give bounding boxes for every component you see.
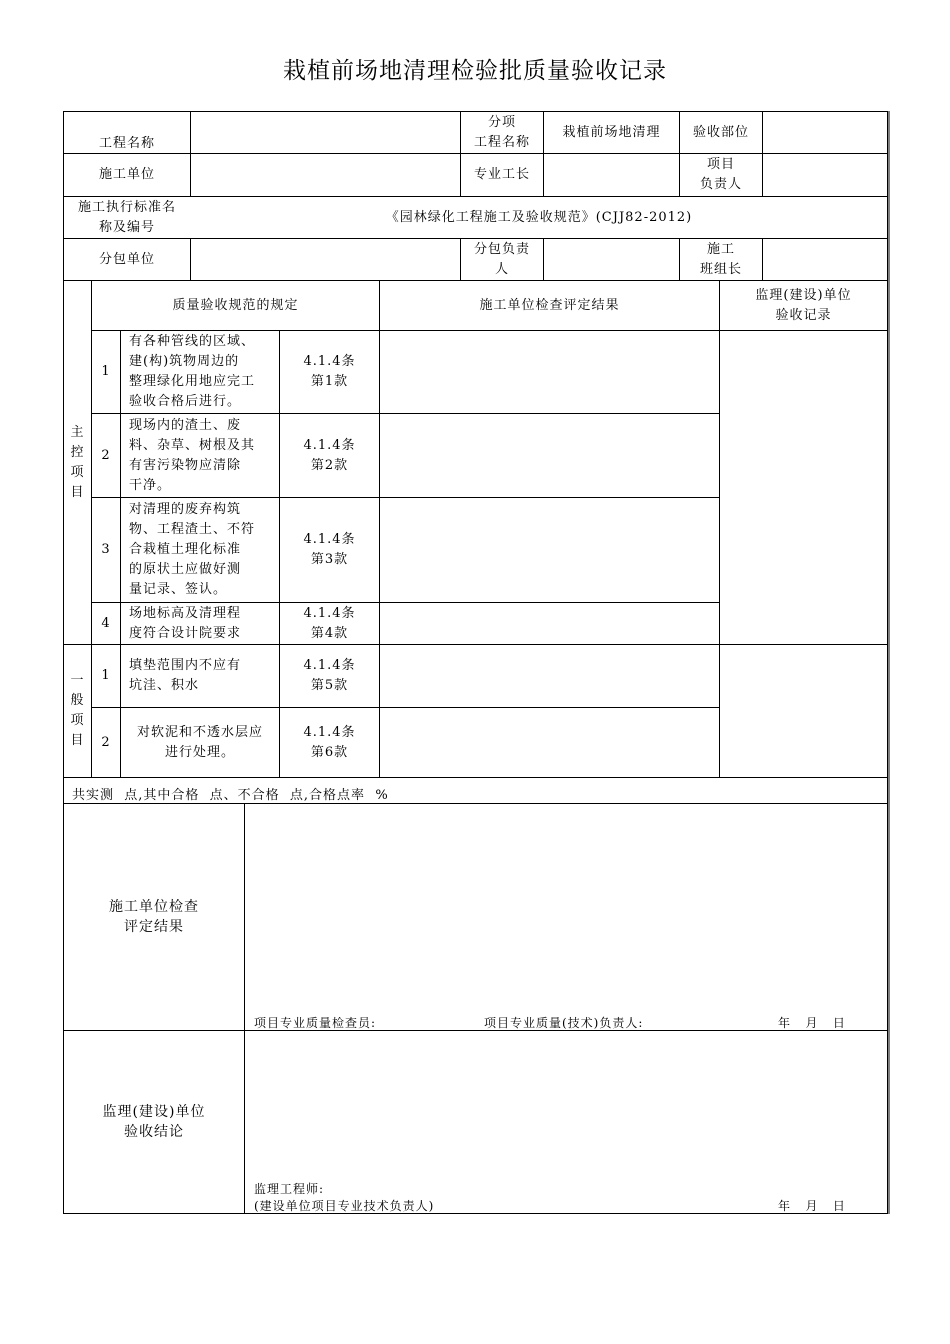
subcontract-manager-value[interactable]	[544, 239, 679, 280]
item-number: 1	[101, 364, 111, 379]
supervision-conclusion-label: 监理(建设)单位 验收结论	[102, 1104, 206, 1140]
item-clause: 4.1.4条 第3款	[303, 532, 356, 567]
team-leader-label: 施工 班组长	[699, 241, 742, 277]
inspection-part-value[interactable]	[763, 112, 887, 153]
item-requirement: 有各种管线的区域、 建(构)筑物周边的 整理绿化用地应完工 验收合格后进行。	[129, 334, 256, 409]
item-number: 2	[101, 447, 111, 463]
supervision-column-header: 监理(建设)单位 验收记录	[755, 287, 852, 323]
construction-date-label: 年 月 日	[778, 1016, 846, 1030]
item-result-cell[interactable]	[380, 414, 719, 497]
sub-project-label: 分项 工程名称	[473, 114, 530, 150]
owner-tech-manager-label: (建设单位项目专业技术负责人)	[254, 1199, 435, 1213]
item-result-cell[interactable]	[380, 498, 719, 602]
subcontractor-value[interactable]	[191, 239, 460, 280]
supervision-date-label: 年 月 日	[778, 1199, 846, 1213]
summary-line: 共实测 点,其中合格 点、不合格 点,合格点率 %	[72, 788, 389, 803]
item-requirement: 场地标高及清理程 度符合设计院要求	[129, 605, 242, 641]
item-clause: 4.1.4条 第4款	[303, 605, 356, 641]
foreman-value[interactable]	[544, 154, 679, 196]
item-clause: 4.1.4条 第2款	[303, 437, 356, 473]
item-number: 2	[101, 734, 111, 750]
item-clause: 4.1.4条 第1款	[303, 354, 356, 389]
item-requirement: 现场内的渣土、废 料、杂草、树根及其 有害污染物应清除 干净。	[129, 417, 256, 493]
supervising-engineer-label: 监理工程师:	[254, 1182, 325, 1196]
spec-column-header: 质量验收规范的规定	[172, 297, 299, 313]
construction-unit-label: 施工单位	[98, 167, 155, 182]
item-result-cell[interactable]	[380, 603, 719, 644]
construction-result-column-header: 施工单位检查评定结果	[479, 297, 620, 313]
project-name-label: 工程名称	[98, 136, 155, 151]
construction-check-label: 施工单位检查 评定结果	[109, 899, 199, 935]
item-number: 1	[101, 668, 111, 683]
item-number: 4	[101, 615, 111, 631]
project-manager-value[interactable]	[763, 154, 887, 196]
tech-manager-label: 项目专业质量(技术)负责人:	[484, 1016, 644, 1030]
item-result-cell[interactable]	[380, 708, 719, 777]
item-requirement: 填垫范围内不应有 坑洼、积水	[129, 658, 242, 693]
construction-check-content[interactable]	[245, 804, 887, 1009]
inspection-part-label: 验收部位	[692, 124, 749, 140]
item-clause: 4.1.4条 第6款	[303, 724, 356, 760]
supervision-conclusion-content[interactable]	[245, 1031, 887, 1176]
general-supervision-cell[interactable]	[720, 645, 887, 777]
item-requirement: 对清理的废弃构筑 物、工程渣土、不符 合栽植土理化标准 的原状土应做好测 量记录、签认。	[129, 502, 256, 597]
project-name-value[interactable]	[191, 112, 460, 153]
standard-label: 施工执行标准名 称及编号	[77, 199, 176, 235]
item-result-cell[interactable]	[380, 331, 719, 413]
project-manager-label: 项目 负责人	[699, 157, 742, 192]
foreman-label: 专业工长	[473, 167, 530, 182]
item-result-cell[interactable]	[380, 645, 719, 707]
item-clause: 4.1.4条 第5款	[303, 658, 356, 693]
main-control-supervision-cell[interactable]	[720, 331, 887, 644]
construction-unit-value[interactable]	[191, 154, 460, 196]
main-control-section-label: 主 控 项 目	[70, 424, 85, 500]
page-title: 栽植前场地清理检验批质量验收记录	[283, 58, 667, 84]
item-number: 3	[101, 542, 111, 557]
general-section-label: 一 般 项 目	[70, 673, 85, 748]
quality-inspector-label: 项目专业质量检查员:	[254, 1016, 377, 1030]
item-requirement: 对软泥和不透水层应 进行处理。	[136, 724, 263, 760]
standard-value: 《园林绿化工程施工及验收规范》(CJJ82-2012)	[385, 209, 693, 225]
team-leader-value[interactable]	[763, 239, 887, 280]
subcontract-manager-label: 分包负责 人	[473, 241, 530, 277]
sub-project-value: 栽植前场地清理	[562, 124, 661, 140]
subcontractor-label: 分包单位	[98, 251, 155, 267]
